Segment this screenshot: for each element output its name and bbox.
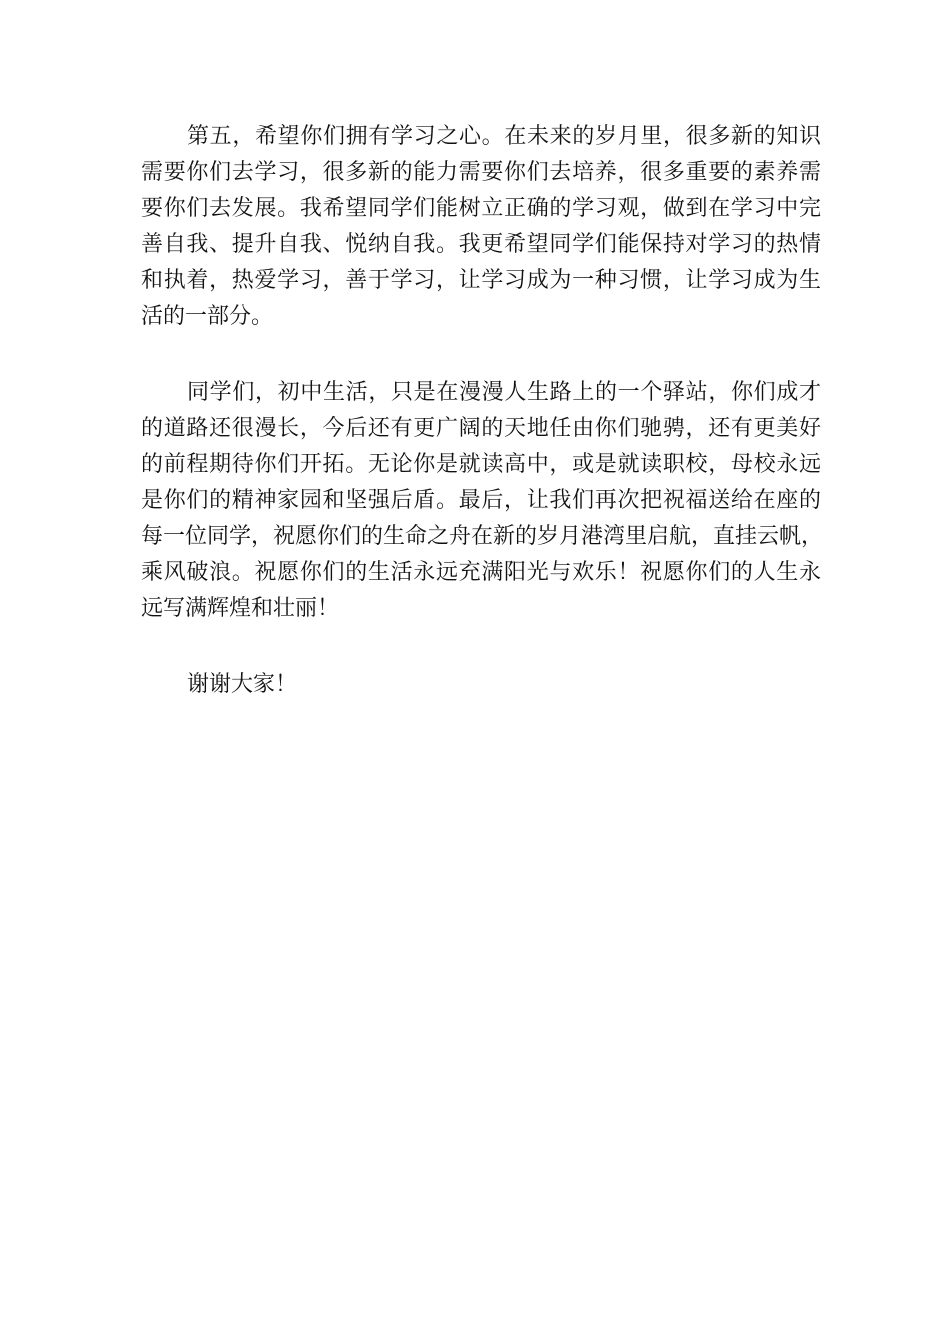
text-line: 要你们去发展。我希望同学们能树立正确的学习观，做到在学习中完 [141, 196, 821, 221]
text-line: 乘风破浪。祝愿你们的生活永远充满阳光与欢乐！祝愿你们的人生永 [141, 560, 821, 585]
closing-line: 谢谢大家！ [187, 672, 298, 697]
text-line: 的道路还很漫长，今后还有更广阔的天地任由你们驰骋，还有更美好 [141, 416, 821, 441]
text-line: 和执着，热爱学习，善于学习，让学习成为一种习惯，让学习成为生 [141, 268, 821, 293]
text-line: 同学们，初中生活，只是在漫漫人生路上的一个驿站，你们成才 [187, 380, 821, 405]
text-line: 的前程期待你们开拓。无论你是就读高中，或是就读职校，母校永远 [141, 452, 821, 477]
text-line: 需要你们去学习，很多新的能力需要你们去培养，很多重要的素养需 [141, 160, 821, 185]
text-line: 是你们的精神家园和坚强后盾。最后，让我们再次把祝福送给在座的 [141, 488, 821, 513]
text-line: 远写满辉煌和壮丽！ [141, 596, 340, 621]
text-line: 活的一部分。 [141, 304, 274, 329]
text-line: 善自我、提升自我、悦纳自我。我更希望同学们能保持对学习的热情 [141, 232, 821, 257]
text-line: 每一位同学，祝愿你们的生命之舟在新的岁月港湾里启航，直挂云帆， [141, 524, 824, 549]
text-line: 第五，希望你们拥有学习之心。在未来的岁月里，很多新的知识 [187, 124, 821, 149]
